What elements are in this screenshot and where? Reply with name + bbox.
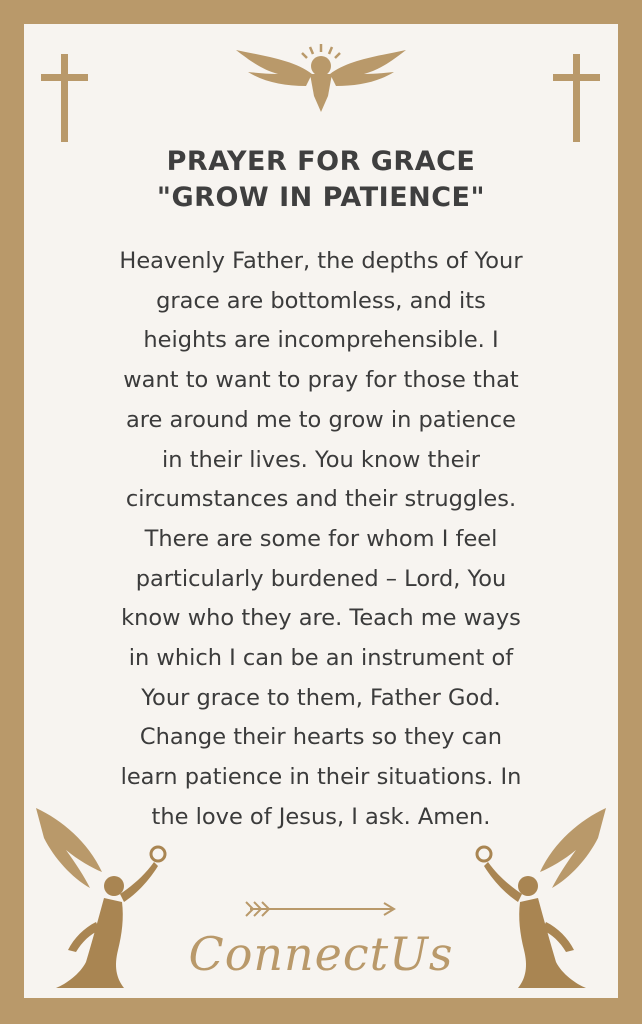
prayer-line: in which I can be an instrument of [128,645,514,672]
prayer-line: There are some for whom I feel [144,525,498,552]
prayer-line: Heavenly Father, the depths of Your [119,248,523,274]
eagle-sun-icon [234,42,408,116]
prayer-line: Your grace to them, Father God. [141,684,501,711]
prayer-line: know who they are. Teach me ways [121,605,521,632]
title-line-1: PRAYER FOR GRACE [166,146,476,177]
prayer-card [24,24,618,998]
arrow-icon [244,898,398,920]
cross-icon-right [553,54,601,144]
prayer-line: circumstances and their struggles. [125,486,517,513]
prayer-line: particularly burdened – Lord, You [135,565,507,592]
cross-icon-left [41,54,89,144]
prayer-line: heights are incomprehensible. I [143,327,499,354]
prayer-line: the love of Jesus, I ask. Amen. [151,803,491,830]
prayer-line: want to want to pray for those that [123,367,519,394]
prayer-line: learn patience in their situations. In [120,764,522,791]
prayer-line: in their lives. You know their [162,446,480,473]
prayer-line: grace are bottomless, and its [156,287,486,314]
title-line-2: "GROW IN PATIENCE" [156,182,486,213]
brand-logo: ConnectUs [188,927,454,981]
prayer-text [54,242,588,838]
prayer-line: Change their hearts so they can [139,724,503,751]
prayer-line: are around me to grow in patience [126,406,516,433]
